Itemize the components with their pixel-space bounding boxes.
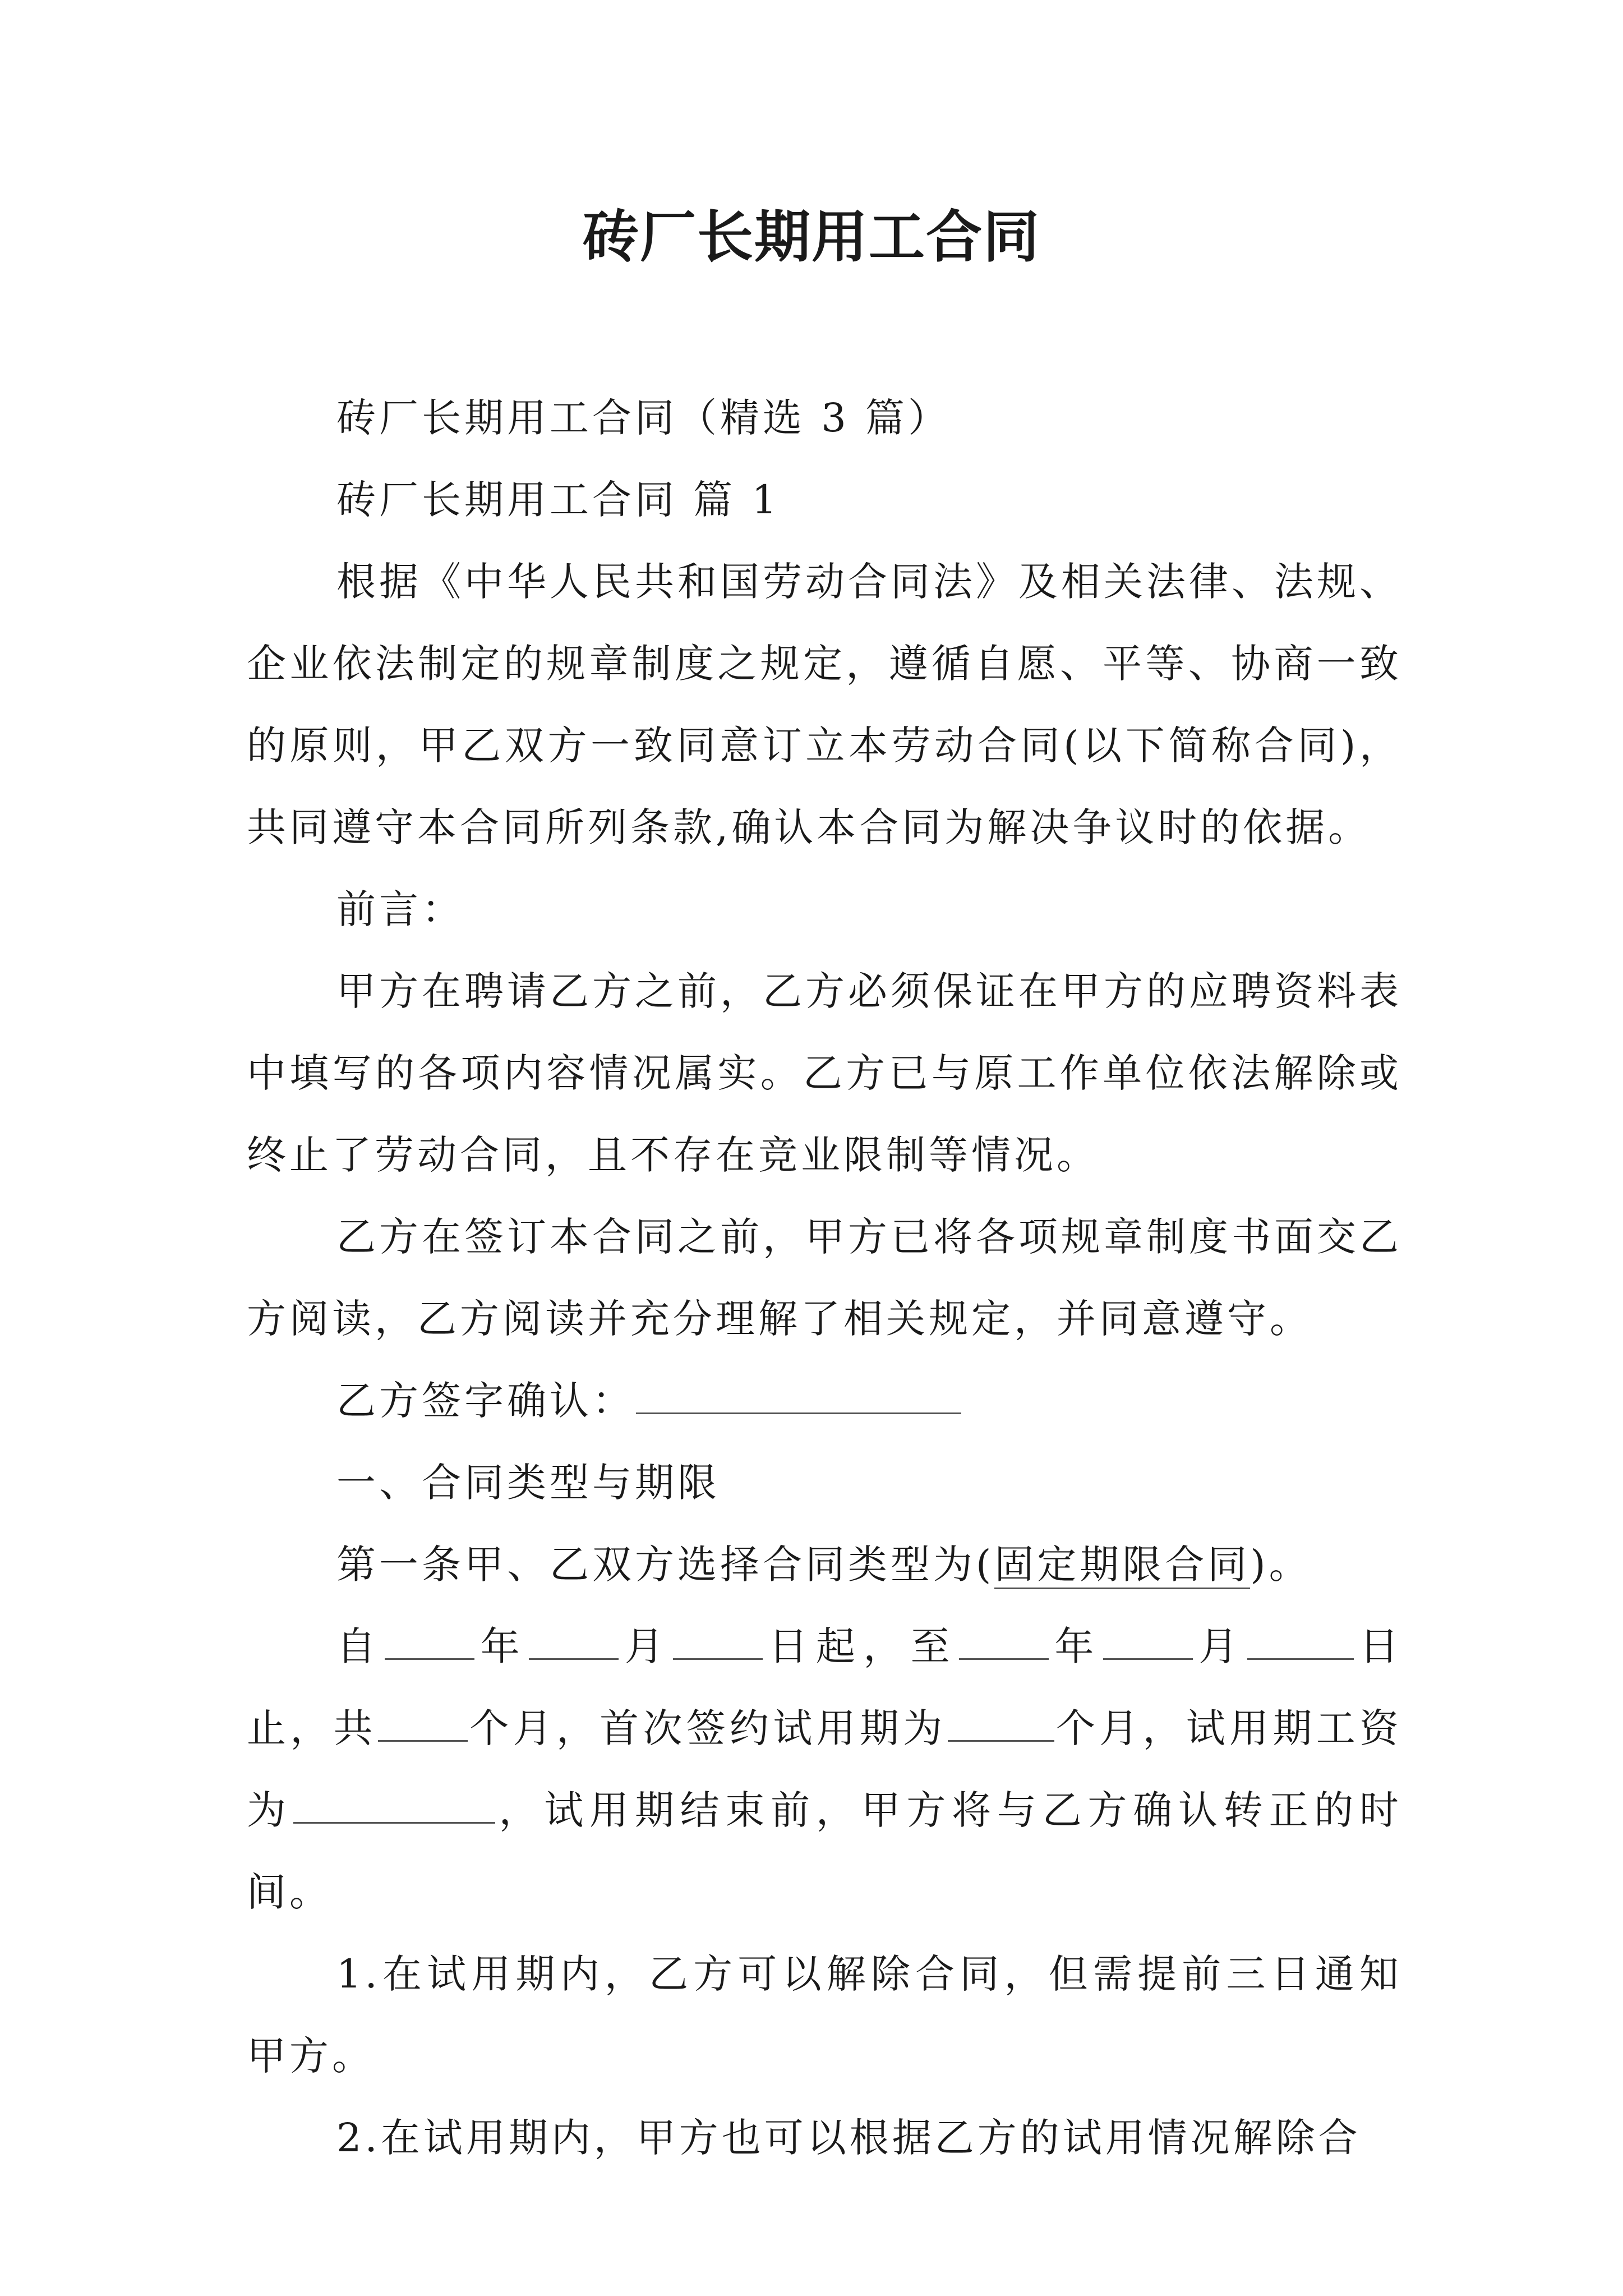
end-year-blank[interactable]: [959, 1619, 1049, 1660]
signature-line: [247, 1360, 1402, 1442]
contract-type-value: 固定期限合同: [994, 1542, 1250, 1589]
term-year2-text: 年: [1050, 1623, 1102, 1669]
item-2-paragraph: 2.在试用期内，甲方也可以根据乙方的试用情况解除合: [336, 2115, 1361, 2161]
start-month-blank[interactable]: [529, 1619, 619, 1660]
probation-wage-blank[interactable]: [293, 1783, 495, 1824]
subtitle-paragraph: 砖厂长期用工合同（精选 3 篇）: [336, 395, 951, 441]
preface-paragraph-2: 乙方在签订本合同之前，甲方已将各项规章制度书面交乙方阅读，乙方阅读并充分理解了相关规定，并同意遵守。: [247, 1214, 1402, 1342]
heading-paragraph: 砖厂长期用工合同 篇 1: [336, 477, 781, 523]
end-day-blank[interactable]: [1247, 1619, 1354, 1660]
article-1-suffix: )。: [1250, 1542, 1312, 1588]
start-year-blank[interactable]: [385, 1619, 474, 1660]
total-months-blank[interactable]: [378, 1701, 468, 1742]
term-end-text: ，试用期结束前，甲方将与乙方确认转正的时间。: [247, 1787, 1403, 1915]
start-day-blank[interactable]: [673, 1619, 763, 1660]
term-day-start-text: 日起，至: [764, 1623, 958, 1669]
preface-label: 前言：: [336, 886, 464, 932]
term-year-text: 年: [476, 1623, 528, 1669]
term-month-text: 月: [620, 1623, 672, 1669]
signature-label: 乙方签字确认：: [336, 1378, 635, 1424]
preface-paragraph-1: 甲方在聘请乙方之前，乙方必须保证在甲方的应聘资料表中填写的各项内容情况属实。乙方已与原工作单位依法解除或终止了劳动合同，且不存在竞业限制等情况。: [247, 968, 1402, 1178]
term-day-end-text: 日止，: [247, 1623, 1403, 1751]
section-heading-contract-type: 一、合同类型与期限: [336, 1460, 720, 1506]
item-1-paragraph: 1.在试用期内，乙方可以解除合同，但需提前三日通知甲方。: [247, 1951, 1402, 2079]
term-from-text: 自: [336, 1623, 384, 1669]
intro-paragraph: 根据《中华人民共和国劳动合同法》及相关法律、法规、企业依法制定的规章制度之规定，遵循自愿、平等、协商一致的原则，甲乙双方一致同意订立本劳动合同(以下简称合同)，共同遵守本合同所列条款,确认本合同为解决争议时的依据。: [247, 559, 1402, 850]
end-month-blank[interactable]: [1103, 1619, 1193, 1660]
document-title: 砖厂长期用工合同: [583, 204, 1040, 270]
term-wage-text: 个月，试用期工资为: [247, 1705, 1403, 1833]
signature-blank[interactable]: [636, 1373, 961, 1414]
term-month2-text: 月: [1193, 1623, 1246, 1669]
article-1-prefix: 第一条甲、乙双方选择合同类型为(: [336, 1542, 995, 1588]
probation-months-blank[interactable]: [948, 1701, 1054, 1742]
term-probation-text: 个月，首次签约试用期为: [468, 1705, 947, 1751]
document-body: [247, 377, 1402, 2179]
term-total-text: 共: [333, 1705, 377, 1751]
article-1-paragraph: [247, 1524, 1402, 1605]
term-paragraph: [247, 1605, 1402, 1933]
